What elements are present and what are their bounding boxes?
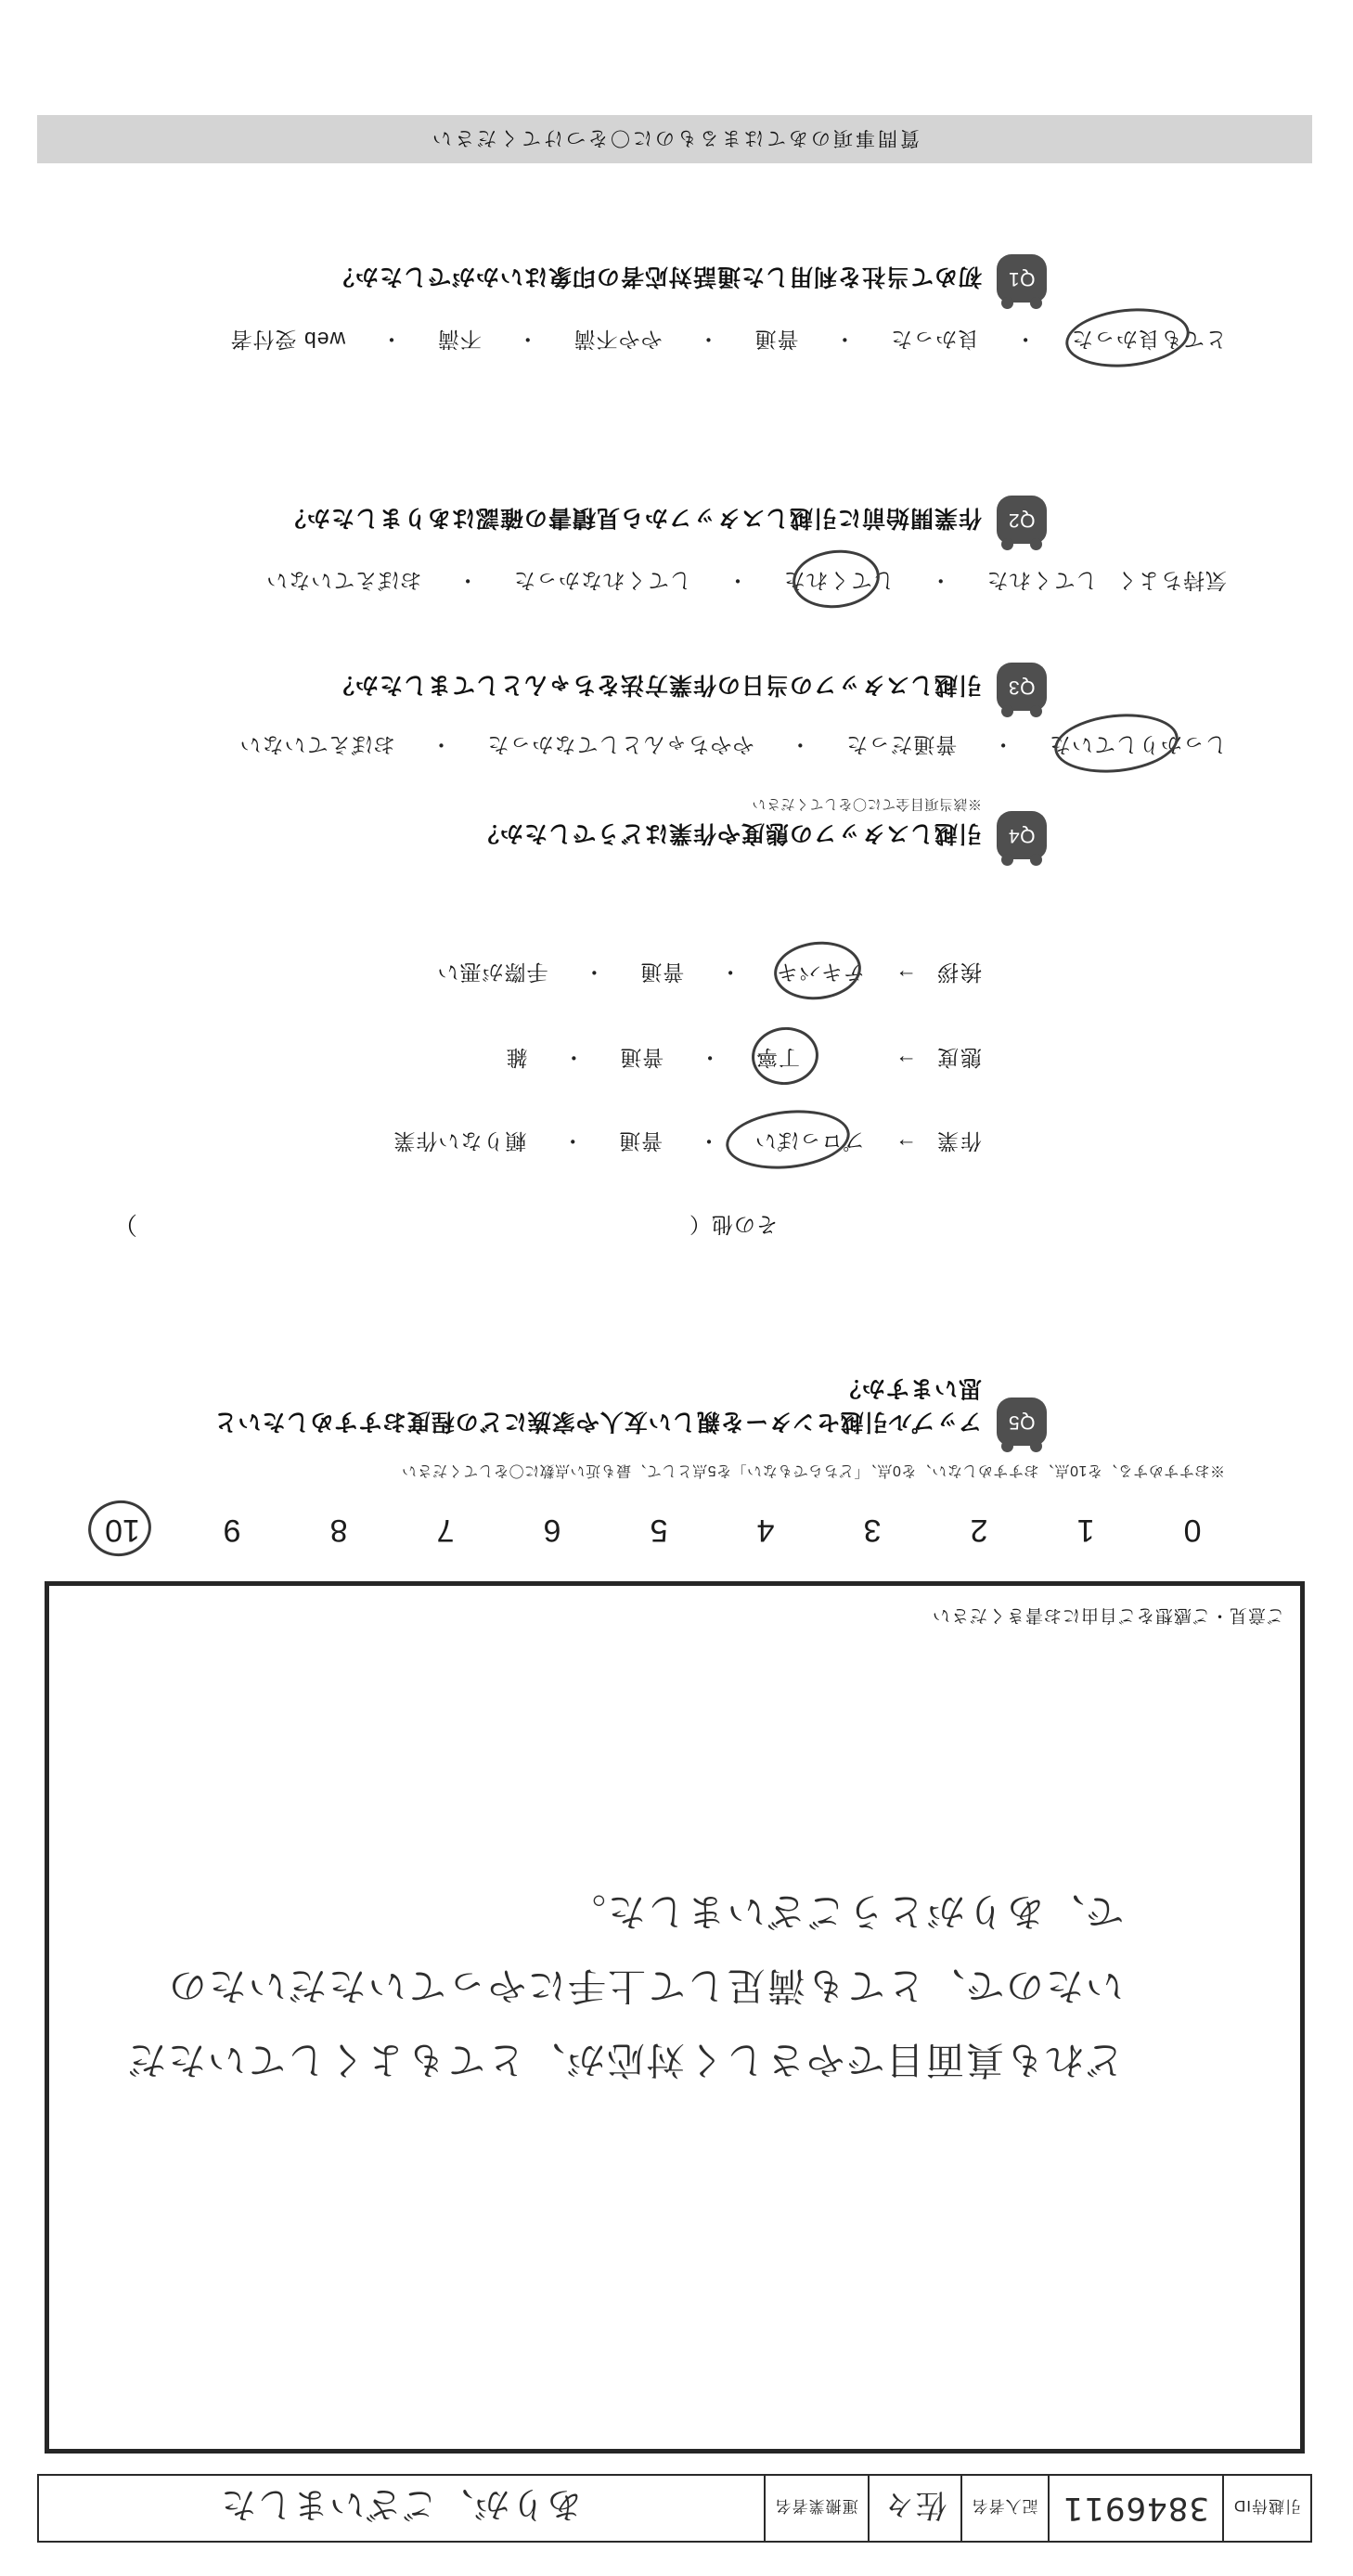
q4-option-0-2[interactable]: 手際が悪い [436,960,548,985]
q4-sep: ・ [698,1046,721,1070]
q4-row-options-1[interactable] [499,1044,805,1075]
q4-row-label-1: 態度 [935,1046,982,1070]
q4-note: ※該当項目全てに〇をしてください [751,796,982,812]
q4-row-label-2: 作業 [935,1129,982,1153]
q1-question: 初めて当社を利用した通話対応者の印象はいかがでしたか？ [329,264,982,290]
q5-score-2[interactable]: 2 [970,1513,988,1548]
header-name-value: 佐々 [868,2476,960,2541]
q4-option-0-0[interactable]: テキパキ [770,959,870,989]
q3-option-3[interactable]: おぼえていない [238,733,395,757]
header-company-label: 運搬業者名 [764,2476,868,2541]
q2-sep: ・ [726,569,749,593]
comment-label: ご意見・ご感想をご自由にお書きください [931,1605,1284,1625]
instruction-bar [37,115,1312,163]
header-id-label: 引越侍ID [1222,2476,1310,2541]
q4-question: 引越しスタッフの態度や作業はどうでしたか？ [474,820,982,846]
q1-option-0[interactable]: とても良かった [1065,326,1232,356]
q5-score-9[interactable]: 9 [223,1513,241,1548]
q4-row-options-2[interactable] [387,1127,870,1158]
q1-block [119,238,1047,303]
q4-badge: Q4 [997,811,1047,859]
q5-score-10[interactable]: 10 [97,1512,148,1548]
q3-sep: ・ [991,733,1014,757]
q3-option-1[interactable]: 普通だった [845,733,958,757]
q3-sep: ・ [430,733,453,757]
q4-row-arrow-1: → [896,1050,917,1075]
q1-option-3[interactable]: やや不満 [573,328,663,352]
q4-other-close: ） [112,1211,137,1239]
q1-badge: Q1 [997,254,1047,303]
q4-option-1-1[interactable]: 普通 [619,1046,664,1070]
q5-badge: Q5 [997,1397,1047,1446]
q5-score-7[interactable]: 7 [436,1513,455,1548]
q3-option-0[interactable]: しっかりしていた [1043,731,1232,762]
q2-options[interactable] [260,567,1232,598]
q1-option-2[interactable]: 普通 [754,328,799,352]
q2-badge: Q2 [997,496,1047,544]
q3-options[interactable] [234,731,1232,762]
header-free-note: ありが、ございました [220,2484,583,2526]
q5-score-1[interactable]: 1 [1076,1513,1095,1548]
header-row [37,2474,1312,2543]
q5-block [119,1353,1047,1446]
q3-block [119,646,1047,711]
q5-score-5[interactable]: 5 [650,1513,668,1548]
q3-sep: ・ [788,733,811,757]
q4-sep: ・ [697,1129,720,1153]
q4-option-2-1[interactable]: 普通 [618,1129,664,1153]
q5-scale[interactable] [82,1492,1288,1548]
q5-question: アップル引越センターを親しい友人や家族にどの程度おすすめしたいと思いますか？ [213,1374,982,1435]
q2-sep: ・ [929,569,952,593]
header-id-value: 3846911 [1048,2476,1222,2541]
comment-box [45,1581,1305,2454]
q1-sep: ・ [697,328,720,352]
q3-option-2[interactable]: ややちゃんとしてなかった [486,733,754,757]
comment-handwriting: どれも真面目でやさしく対応が、とてもよくしていただいたので、とても満足して上手にやっていただいたので、ありがとうございました。 [126,1889,1124,2082]
q1-options[interactable] [225,326,1233,356]
q5-score-6[interactable]: 6 [543,1513,561,1548]
q4-row-arrow-0: → [896,965,917,989]
q4-block [119,794,1047,859]
instruction-text: 質問事項のあてはまるものに〇をつけてください [430,127,920,148]
q4-row-options-0[interactable] [431,959,870,989]
q4-sep: ・ [561,1129,584,1153]
q4-option-1-0[interactable]: 丁寧 [750,1044,805,1075]
header-name-label: 記入者名 [960,2476,1048,2541]
q5-score-4[interactable]: 4 [756,1513,775,1548]
q1-sep: ・ [380,328,403,352]
q4-option-2-2[interactable]: 頼りない作業 [393,1129,527,1153]
q5-score-0[interactable]: 0 [1183,1513,1202,1548]
q1-option-5[interactable]: web 受付者 [229,328,346,352]
q4-row-label-0: 挨拶 [935,960,982,985]
q4-option-2-0[interactable]: プロっぽい [749,1127,870,1158]
q1-sep: ・ [832,328,856,352]
q5-note: ※おすすめする、を10点、おすすめしない、を0点、「どちらでもない」を5点として、最も近い点数に〇をしてください [401,1462,1225,1478]
q5-score-8[interactable]: 8 [329,1513,348,1548]
q2-option-3[interactable]: おぼえていない [265,569,422,593]
q4-sep: ・ [561,1046,585,1070]
q4-option-0-1[interactable]: 普通 [639,960,685,985]
q2-sep: ・ [456,569,479,593]
q4-other-label[interactable]: その他（ [689,1213,778,1237]
q4-row-arrow-2: → [896,1134,917,1158]
q3-question: 引越しスタッフの当日の作業方法をちゃんとしてましたか？ [329,672,982,698]
q2-option-2[interactable]: してくれなかった [513,569,692,593]
q2-prefix: 気持ちよく [1115,569,1227,593]
q5-score-3[interactable]: 3 [863,1513,882,1548]
q4-option-1-2[interactable]: 雑 [505,1046,528,1070]
q1-option-4[interactable]: 不満 [436,328,482,352]
q2-question: 作業開始前に引越しスタッフから見積書の確認はありましたか？ [281,505,982,531]
q1-option-1[interactable]: 良かった [890,328,980,352]
q2-option-1[interactable]: してくれた [778,567,900,598]
q4-sep: ・ [718,960,741,985]
q2-option-0[interactable]: してくれた [986,569,1098,593]
q4-sep: ・ [582,960,605,985]
q1-sep: ・ [1013,328,1037,352]
q3-badge: Q3 [997,663,1047,711]
q1-sep: ・ [516,328,539,352]
q2-block [119,479,1047,544]
